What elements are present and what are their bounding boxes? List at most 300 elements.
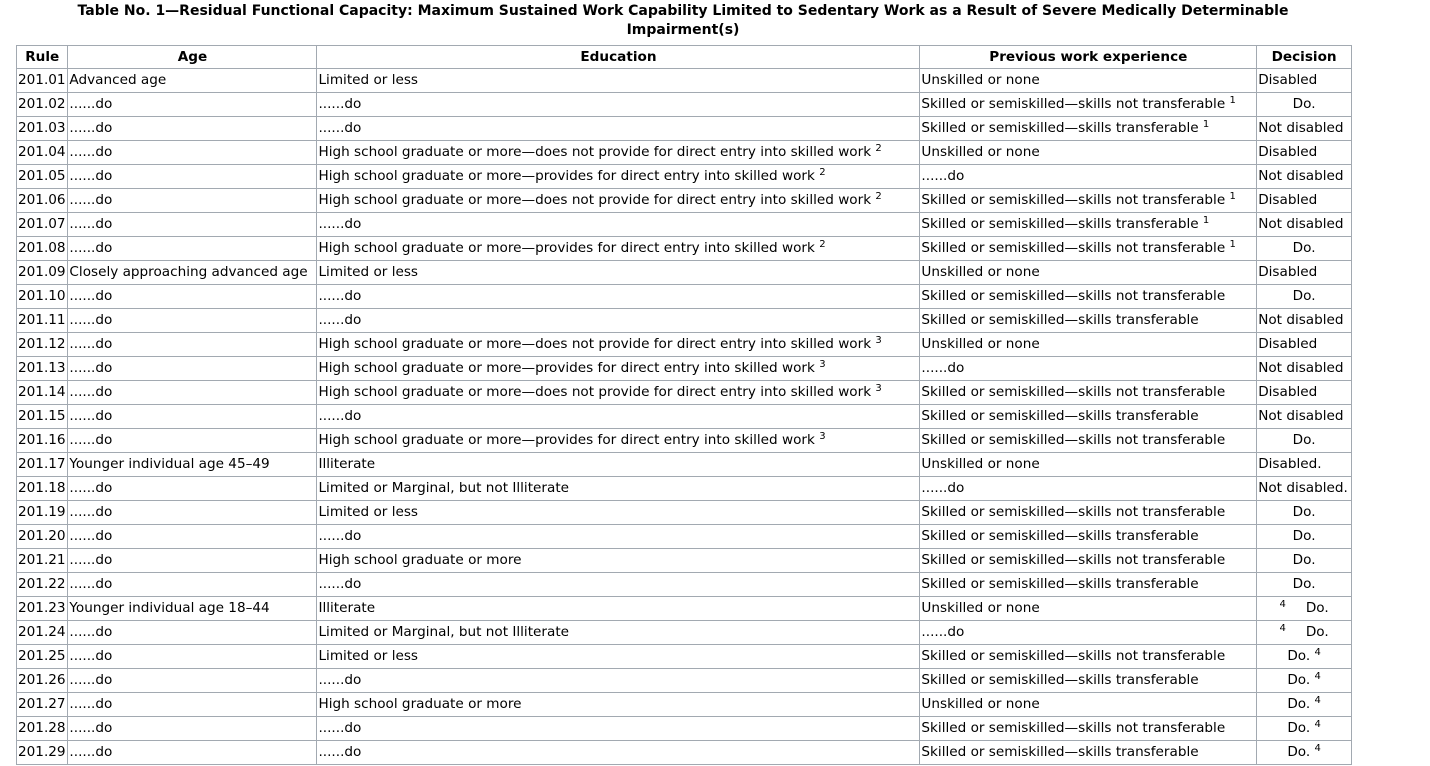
rule-cell-text: 201.29 bbox=[18, 744, 66, 760]
footnote-marker: 3 bbox=[819, 431, 826, 442]
work-experience-cell bbox=[920, 525, 1257, 549]
table-row bbox=[17, 117, 1352, 141]
rule-cell bbox=[17, 141, 68, 165]
age-cell-text: ......do bbox=[69, 744, 113, 760]
decision-cell-text: Not disabled bbox=[1258, 120, 1344, 136]
decision-cell bbox=[1257, 381, 1352, 405]
decision-cell bbox=[1257, 573, 1352, 597]
work-experience-cell-text: Unskilled or none bbox=[921, 72, 1040, 88]
work-experience-cell-text: Skilled or semiskilled—skills not transferable bbox=[921, 96, 1230, 112]
work-experience-cell-text: Skilled or semiskilled—skills transferable bbox=[921, 672, 1199, 688]
work-experience-cell bbox=[920, 429, 1257, 453]
education-cell bbox=[317, 213, 920, 237]
age-cell-text: ......do bbox=[69, 552, 113, 568]
rule-cell-text: 201.26 bbox=[18, 672, 66, 688]
work-experience-cell bbox=[920, 165, 1257, 189]
work-experience-cell bbox=[920, 309, 1257, 333]
work-experience-cell-text: Unskilled or none bbox=[921, 456, 1040, 472]
footnote-marker: 4 bbox=[1279, 599, 1286, 610]
work-experience-cell bbox=[920, 717, 1257, 741]
table-row bbox=[17, 357, 1352, 381]
decision-cell-text: Do. bbox=[1292, 432, 1316, 448]
age-cell bbox=[68, 261, 317, 285]
work-experience-cell-text: Skilled or semiskilled—skills transferable bbox=[921, 528, 1199, 544]
work-experience-cell bbox=[920, 333, 1257, 357]
table-row bbox=[17, 645, 1352, 669]
age-cell-text: Younger individual age 45–49 bbox=[69, 456, 270, 472]
table-caption bbox=[16, 2, 1350, 40]
age-cell bbox=[68, 93, 317, 117]
age-cell-text: Closely approaching advanced age bbox=[69, 264, 308, 280]
table-row bbox=[17, 525, 1352, 549]
decision-cell-text: Do. bbox=[1292, 504, 1316, 520]
caption-line-2: Impairment(s) bbox=[626, 22, 740, 38]
decision-cell bbox=[1257, 69, 1352, 93]
age-cell-text: ......do bbox=[69, 168, 113, 184]
education-cell bbox=[317, 141, 920, 165]
work-experience-cell-text: Unskilled or none bbox=[921, 264, 1040, 280]
rule-cell bbox=[17, 237, 68, 261]
decision-cell-text: Do. bbox=[1292, 288, 1316, 304]
age-cell-text: ......do bbox=[69, 504, 113, 520]
work-experience-cell-text: Unskilled or none bbox=[921, 600, 1040, 616]
rule-cell bbox=[17, 405, 68, 429]
education-cell bbox=[317, 381, 920, 405]
work-experience-cell bbox=[920, 261, 1257, 285]
decision-cell bbox=[1257, 621, 1352, 645]
header-row bbox=[17, 46, 1352, 69]
header-previous-work-experience: Previous work experience bbox=[920, 46, 1257, 69]
rule-cell-text: 201.11 bbox=[18, 312, 66, 328]
work-experience-cell-text: Skilled or semiskilled—skills not transferable bbox=[921, 552, 1226, 568]
decision-cell-text: Not disabled. bbox=[1258, 480, 1348, 496]
footnote-marker: 4 bbox=[1314, 743, 1321, 754]
decision-cell bbox=[1257, 645, 1352, 669]
work-experience-cell bbox=[920, 213, 1257, 237]
age-cell-text: ......do bbox=[69, 240, 113, 256]
decision-cell-text: Disabled bbox=[1258, 264, 1318, 280]
rule-cell-text: 201.14 bbox=[18, 384, 66, 400]
decision-cell-text: Not disabled bbox=[1258, 168, 1344, 184]
work-experience-cell-text: ......do bbox=[921, 360, 965, 376]
rule-cell-text: 201.15 bbox=[18, 408, 66, 424]
footnote-marker: 2 bbox=[875, 143, 882, 154]
rule-cell-text: 201.27 bbox=[18, 696, 66, 712]
age-cell bbox=[68, 213, 317, 237]
age-cell-text: ......do bbox=[69, 576, 113, 592]
work-experience-cell-text: Skilled or semiskilled—skills not transferable bbox=[921, 648, 1226, 664]
work-experience-cell bbox=[920, 621, 1257, 645]
table-row bbox=[17, 93, 1352, 117]
age-cell bbox=[68, 165, 317, 189]
education-cell bbox=[317, 645, 920, 669]
decision-cell-text: Disabled. bbox=[1258, 456, 1322, 472]
footnote-marker: 2 bbox=[819, 167, 826, 178]
table-row bbox=[17, 405, 1352, 429]
decision-cell bbox=[1257, 141, 1352, 165]
decision-cell bbox=[1257, 453, 1352, 477]
table-row bbox=[17, 717, 1352, 741]
decision-cell bbox=[1257, 501, 1352, 525]
table-row bbox=[17, 237, 1352, 261]
age-cell bbox=[68, 621, 317, 645]
age-cell bbox=[68, 453, 317, 477]
work-experience-cell-text: Skilled or semiskilled—skills not transferable bbox=[921, 288, 1226, 304]
decision-cell bbox=[1257, 477, 1352, 501]
rule-cell bbox=[17, 381, 68, 405]
rule-cell-text: 201.04 bbox=[18, 144, 66, 160]
rule-cell bbox=[17, 525, 68, 549]
table-row bbox=[17, 285, 1352, 309]
age-cell bbox=[68, 189, 317, 213]
rule-cell-text: 201.10 bbox=[18, 288, 66, 304]
table-body bbox=[17, 69, 1352, 765]
decision-cell bbox=[1257, 429, 1352, 453]
education-cell-text: ......do bbox=[318, 216, 362, 232]
age-cell bbox=[68, 477, 317, 501]
rule-cell bbox=[17, 261, 68, 285]
residual-functional-capacity-table bbox=[16, 45, 1352, 765]
rule-cell bbox=[17, 669, 68, 693]
age-cell bbox=[68, 333, 317, 357]
decision-cell bbox=[1257, 669, 1352, 693]
work-experience-cell bbox=[920, 405, 1257, 429]
work-experience-cell bbox=[920, 693, 1257, 717]
age-cell-text: ......do bbox=[69, 624, 113, 640]
education-cell-text: ......do bbox=[318, 672, 362, 688]
education-cell bbox=[317, 669, 920, 693]
work-experience-cell-text: Skilled or semiskilled—skills transferable bbox=[921, 312, 1199, 328]
rule-cell bbox=[17, 453, 68, 477]
footnote-marker: 2 bbox=[819, 239, 826, 250]
footnote-marker: 4 bbox=[1314, 695, 1321, 706]
education-cell-text: ......do bbox=[318, 96, 362, 112]
age-cell-text: ......do bbox=[69, 360, 113, 376]
education-cell-text: High school graduate or more—provides for direct entry into skilled work bbox=[318, 432, 820, 448]
age-cell bbox=[68, 117, 317, 141]
age-cell-text: ......do bbox=[69, 192, 113, 208]
decision-cell-text: Do. bbox=[1287, 720, 1315, 736]
decision-cell bbox=[1257, 261, 1352, 285]
age-cell bbox=[68, 69, 317, 93]
work-experience-cell-text: Skilled or semiskilled—skills not transferable bbox=[921, 504, 1226, 520]
education-cell bbox=[317, 717, 920, 741]
decision-cell bbox=[1257, 597, 1352, 621]
education-cell bbox=[317, 621, 920, 645]
table-row bbox=[17, 597, 1352, 621]
age-cell-text: ......do bbox=[69, 216, 113, 232]
rule-cell-text: 201.02 bbox=[18, 96, 66, 112]
education-cell bbox=[317, 165, 920, 189]
work-experience-cell bbox=[920, 141, 1257, 165]
education-cell bbox=[317, 693, 920, 717]
footnote-marker: 1 bbox=[1229, 239, 1236, 250]
education-cell bbox=[317, 573, 920, 597]
decision-cell bbox=[1257, 93, 1352, 117]
age-cell bbox=[68, 357, 317, 381]
age-cell bbox=[68, 309, 317, 333]
decision-cell-text: Do. bbox=[1287, 672, 1315, 688]
table-row bbox=[17, 381, 1352, 405]
work-experience-cell-text: Skilled or semiskilled—skills not transferable bbox=[921, 720, 1226, 736]
decision-cell bbox=[1257, 525, 1352, 549]
rule-cell bbox=[17, 573, 68, 597]
work-experience-cell-text: Skilled or semiskilled—skills not transferable bbox=[921, 384, 1226, 400]
table-row bbox=[17, 189, 1352, 213]
age-cell-text: ......do bbox=[69, 432, 113, 448]
rule-cell-text: 201.20 bbox=[18, 528, 66, 544]
footnote-marker: 2 bbox=[875, 191, 882, 202]
caption-line-1: Table No. 1—Residual Functional Capacity: Maximum Sustained Work Capability Limited to Sedentary Work as a Result of Severe Medically Determinable bbox=[77, 3, 1289, 19]
decision-cell-text: Disabled bbox=[1258, 384, 1318, 400]
decision-cell-text: Do. bbox=[1287, 744, 1315, 760]
footnote-marker: 1 bbox=[1202, 119, 1210, 130]
rule-cell-text: 201.18 bbox=[18, 480, 66, 496]
decision-cell-text: Do. bbox=[1292, 96, 1316, 112]
rule-cell-text: 201.09 bbox=[18, 264, 66, 280]
decision-cell bbox=[1257, 693, 1352, 717]
age-cell-text: ......do bbox=[69, 336, 113, 352]
header-rule: Rule bbox=[17, 46, 68, 69]
education-cell bbox=[317, 309, 920, 333]
decision-cell-text: Disabled bbox=[1258, 336, 1318, 352]
work-experience-cell bbox=[920, 501, 1257, 525]
education-cell-text: ......do bbox=[318, 288, 362, 304]
work-experience-cell-text: Skilled or semiskilled—skills transferable bbox=[921, 408, 1199, 424]
age-cell-text: ......do bbox=[69, 480, 113, 496]
footnote-marker: 4 bbox=[1279, 623, 1286, 634]
rule-cell bbox=[17, 333, 68, 357]
age-cell bbox=[68, 405, 317, 429]
decision-cell-text: Do. bbox=[1287, 696, 1315, 712]
header-decision: Decision bbox=[1257, 46, 1352, 69]
work-experience-cell bbox=[920, 117, 1257, 141]
education-cell bbox=[317, 477, 920, 501]
decision-cell bbox=[1257, 717, 1352, 741]
table-row bbox=[17, 693, 1352, 717]
work-experience-cell bbox=[920, 93, 1257, 117]
table-row bbox=[17, 213, 1352, 237]
table-row bbox=[17, 261, 1352, 285]
rule-cell bbox=[17, 645, 68, 669]
rule-cell bbox=[17, 117, 68, 141]
decision-cell bbox=[1257, 549, 1352, 573]
age-cell-text: ......do bbox=[69, 144, 113, 160]
education-cell-text: Limited or less bbox=[318, 72, 419, 88]
header-age: Age bbox=[68, 46, 317, 69]
decision-cell-text: Do. bbox=[1292, 528, 1316, 544]
age-cell-text: ......do bbox=[69, 288, 113, 304]
table-row bbox=[17, 165, 1352, 189]
decision-cell-text: Not disabled bbox=[1258, 216, 1344, 232]
work-experience-cell bbox=[920, 285, 1257, 309]
age-cell-text: ......do bbox=[69, 312, 113, 328]
footnote-marker: 3 bbox=[875, 383, 882, 394]
table-row bbox=[17, 141, 1352, 165]
education-cell bbox=[317, 189, 920, 213]
decision-cell-text: Disabled bbox=[1258, 144, 1318, 160]
age-cell-text: ......do bbox=[69, 408, 113, 424]
work-experience-cell-text: Skilled or semiskilled—skills transferable bbox=[921, 576, 1199, 592]
rule-cell-text: 201.16 bbox=[18, 432, 66, 448]
education-cell-text: ......do bbox=[318, 744, 362, 760]
decision-cell bbox=[1257, 117, 1352, 141]
rule-cell-text: 201.25 bbox=[18, 648, 66, 664]
work-experience-cell bbox=[920, 549, 1257, 573]
rule-cell bbox=[17, 717, 68, 741]
rule-cell-text: 201.23 bbox=[18, 600, 66, 616]
footnote-marker: 4 bbox=[1314, 647, 1321, 658]
rule-cell bbox=[17, 477, 68, 501]
education-cell bbox=[317, 93, 920, 117]
rule-cell-text: 201.12 bbox=[18, 336, 66, 352]
age-cell bbox=[68, 597, 317, 621]
age-cell-text: ......do bbox=[69, 528, 113, 544]
education-cell-text: ......do bbox=[318, 576, 362, 592]
education-cell bbox=[317, 357, 920, 381]
work-experience-cell bbox=[920, 381, 1257, 405]
rule-cell bbox=[17, 69, 68, 93]
rule-cell bbox=[17, 621, 68, 645]
age-cell-text: ......do bbox=[69, 96, 113, 112]
rule-cell bbox=[17, 285, 68, 309]
rule-cell-text: 201.24 bbox=[18, 624, 66, 640]
education-cell-text: High school graduate or more—does not provide for direct entry into skilled work bbox=[318, 384, 876, 400]
rule-cell-text: 201.13 bbox=[18, 360, 66, 376]
decision-cell-text: Do. bbox=[1292, 576, 1316, 592]
age-cell bbox=[68, 525, 317, 549]
age-cell bbox=[68, 141, 317, 165]
work-experience-cell bbox=[920, 237, 1257, 261]
age-cell-text: ......do bbox=[69, 120, 113, 136]
age-cell-text: ......do bbox=[69, 384, 113, 400]
decision-cell bbox=[1257, 213, 1352, 237]
decision-cell bbox=[1257, 237, 1352, 261]
rule-cell-text: 201.19 bbox=[18, 504, 66, 520]
education-cell bbox=[317, 549, 920, 573]
education-cell-text: Illiterate bbox=[318, 600, 376, 616]
age-cell-text: Advanced age bbox=[69, 72, 167, 88]
decision-cell bbox=[1257, 333, 1352, 357]
rule-cell-text: 201.07 bbox=[18, 216, 66, 232]
age-cell bbox=[68, 381, 317, 405]
decision-cell-text: Disabled bbox=[1258, 72, 1318, 88]
work-experience-cell-text: Unskilled or none bbox=[921, 144, 1040, 160]
education-cell bbox=[317, 285, 920, 309]
work-experience-cell bbox=[920, 453, 1257, 477]
work-experience-cell-text: ......do bbox=[921, 624, 965, 640]
work-experience-cell-text: Skilled or semiskilled—skills not transferable bbox=[921, 192, 1230, 208]
age-cell bbox=[68, 669, 317, 693]
education-cell bbox=[317, 237, 920, 261]
education-cell-text: Limited or less bbox=[318, 264, 419, 280]
table-row bbox=[17, 429, 1352, 453]
rule-cell bbox=[17, 501, 68, 525]
age-cell bbox=[68, 429, 317, 453]
education-cell bbox=[317, 429, 920, 453]
decision-cell bbox=[1257, 309, 1352, 333]
education-cell bbox=[317, 69, 920, 93]
rule-cell bbox=[17, 549, 68, 573]
table-row bbox=[17, 549, 1352, 573]
age-cell-text: ......do bbox=[69, 672, 113, 688]
work-experience-cell bbox=[920, 69, 1257, 93]
rule-cell-text: 201.22 bbox=[18, 576, 66, 592]
age-cell bbox=[68, 693, 317, 717]
age-cell-text: ......do bbox=[69, 648, 113, 664]
rule-cell bbox=[17, 597, 68, 621]
rule-cell bbox=[17, 693, 68, 717]
decision-cell-text: Disabled bbox=[1258, 192, 1318, 208]
education-cell bbox=[317, 405, 920, 429]
rule-cell bbox=[17, 309, 68, 333]
age-cell bbox=[68, 717, 317, 741]
rule-cell bbox=[17, 213, 68, 237]
education-cell bbox=[317, 117, 920, 141]
footnote-text-cutoff bbox=[16, 758, 1346, 766]
work-experience-cell-text: Skilled or semiskilled—skills not transferable bbox=[921, 432, 1226, 448]
decision-cell-text: Not disabled bbox=[1258, 408, 1344, 424]
work-experience-cell-text: Skilled or semiskilled—skills transferable bbox=[921, 744, 1199, 760]
age-cell bbox=[68, 285, 317, 309]
decision-cell-text: Do. bbox=[1292, 552, 1316, 568]
work-experience-cell bbox=[920, 597, 1257, 621]
table-row bbox=[17, 669, 1352, 693]
decision-cell bbox=[1257, 357, 1352, 381]
education-cell bbox=[317, 597, 920, 621]
footnote-marker: 4 bbox=[1314, 671, 1321, 682]
rule-cell bbox=[17, 165, 68, 189]
footnote-marker: 1 bbox=[1229, 191, 1236, 202]
work-experience-cell bbox=[920, 573, 1257, 597]
education-cell-text: Limited or less bbox=[318, 648, 419, 664]
education-cell-text: ......do bbox=[318, 408, 362, 424]
footnote-marker: 3 bbox=[819, 359, 826, 370]
education-cell bbox=[317, 261, 920, 285]
work-experience-cell bbox=[920, 669, 1257, 693]
education-cell-text: High school graduate or more—provides for direct entry into skilled work bbox=[318, 360, 820, 376]
decision-cell-text: Do. bbox=[1305, 624, 1329, 640]
decision-cell-text: Do. bbox=[1305, 600, 1329, 616]
education-cell-text: Limited or less bbox=[318, 504, 419, 520]
work-experience-cell bbox=[920, 357, 1257, 381]
footnote-marker: 1 bbox=[1229, 95, 1236, 106]
education-cell bbox=[317, 501, 920, 525]
education-cell-text: High school graduate or more—does not provide for direct entry into skilled work bbox=[318, 192, 876, 208]
education-cell-text: ......do bbox=[318, 312, 362, 328]
rule-cell-text: 201.01 bbox=[18, 72, 66, 88]
decision-cell-text: Not disabled bbox=[1258, 312, 1344, 328]
age-cell bbox=[68, 501, 317, 525]
age-cell bbox=[68, 237, 317, 261]
education-cell bbox=[317, 525, 920, 549]
education-cell-text: ......do bbox=[318, 120, 362, 136]
education-cell-text: Limited or Marginal, but not Illiterate bbox=[318, 624, 570, 640]
table-row bbox=[17, 573, 1352, 597]
rule-cell bbox=[17, 189, 68, 213]
rule-cell-text: 201.17 bbox=[18, 456, 66, 472]
age-cell bbox=[68, 549, 317, 573]
table-row bbox=[17, 453, 1352, 477]
rule-cell-text: 201.05 bbox=[18, 168, 66, 184]
footnote-marker: 4 bbox=[1314, 719, 1321, 730]
table-row bbox=[17, 309, 1352, 333]
rule-cell bbox=[17, 429, 68, 453]
table-row bbox=[17, 477, 1352, 501]
rule-cell-text: 201.06 bbox=[18, 192, 66, 208]
education-cell-text: High school graduate or more—provides for direct entry into skilled work bbox=[318, 168, 820, 184]
work-experience-cell-text: Unskilled or none bbox=[921, 336, 1040, 352]
